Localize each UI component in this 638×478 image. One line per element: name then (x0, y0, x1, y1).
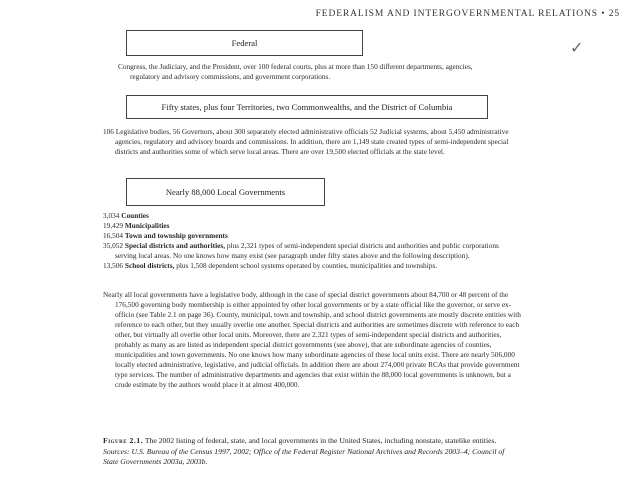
item-count: 35,052 (103, 241, 124, 250)
item-label: Municipalities (124, 221, 170, 230)
list-item (103, 241, 513, 261)
item-count: 3,034 (103, 211, 120, 220)
item-count: 19,429 (103, 221, 124, 230)
item-label: Special districts and authorities, (124, 241, 226, 250)
item-detail: plus 1,508 dependent school systems operated by counties, municipalities and townships. (176, 261, 438, 270)
figure-caption (103, 436, 521, 468)
list-item (103, 261, 513, 271)
local-box (126, 178, 325, 206)
local-box-label: Nearly 88,000 Local Governments (165, 187, 286, 197)
item-label: Counties (121, 211, 149, 220)
item-label: Town and township governments (124, 231, 228, 240)
caption-sources: Sources: U.S. Bureau of the Census 1997, 2002; Office of the Federal Register National Archives and Records 2003–4; Council of State Governments 2003a, 2003b. (103, 446, 505, 466)
list-item (103, 211, 513, 221)
running-head: FEDERALISM AND INTERGOVERNMENTAL RELATIONS • 25 (315, 9, 620, 19)
states-box-label: Fifty states, plus four Territories, two Commonwealths, and the District of Columbia (161, 102, 453, 112)
federal-box-label: Federal (231, 38, 258, 48)
states-description: 106 Legislative bodies, 56 Governors, about 300 separately elected administrative officials 52 Judicial systems, about 5,450 administrative agencies, regulatory and advisory boards and commissions. In addition, there are 1,149 state created types of semi-independent special districts and authorities some of which serve local areas. There are over 19,500 elected officials at the state level. (103, 127, 509, 156)
item-count: 16,504 (103, 231, 124, 240)
federal-description: Congress, the Judiciary, and the President, over 100 federal courts, plus at more than 150 different departments, agencies, regulatory and advisory commissions, and government corporations. (118, 62, 473, 81)
list-item (103, 231, 513, 241)
local-governments-description: Nearly all local governments have a legislative body, although in the case of special district governments about 84,700 or 48 percent of the 176,500 governing body membership is either appointed by other local governments or by a state official like the governor, or serve ex-officio (see Table 2.1 on page 36). County, municipal, town and township, and school district governments are mostly discrete entities with reference to each other, but they usually overlie one another. Special districts and authorities are sometimes discrete with reference to each other, but virtually all overlie other local units. Moreover, there are 2,321 types of semi-independent special districts and authorities, probably as many as are listed as independent special district governments (see above), that are subordinate agencies of counties, municipalities and town governments. No one knows how many subordinate agencies of these local units exist. There are nearly 506,000 locally elected administrative, legislative, and judicial officials. In addition there are about 274,000 private RCAs that provide government type services. The number of administrative departments and agencies that exist within the 88,000 local governments is unknown, but a crude estimate by the authors would place it at almost 400,000. (103, 290, 521, 389)
item-detail: plus 2,321 types of semi-independent special districts and authorities and public corporations serving local areas. No one knows how many exist (see paragraph under fifty states above and the following description). (115, 241, 499, 260)
handwritten-checkmark-icon: ✓ (570, 38, 584, 57)
caption-label: Figure 2.1. (103, 436, 144, 445)
caption-text: The 2002 listing of federal, state, and local governments in the United States, including nonstate, statelike entities. (144, 436, 497, 445)
item-label: School districts, (124, 261, 175, 270)
local-government-list (103, 211, 513, 271)
list-item (103, 221, 513, 231)
states-box (126, 95, 488, 119)
item-count: 13,506 (103, 261, 124, 270)
federal-box (126, 30, 363, 56)
